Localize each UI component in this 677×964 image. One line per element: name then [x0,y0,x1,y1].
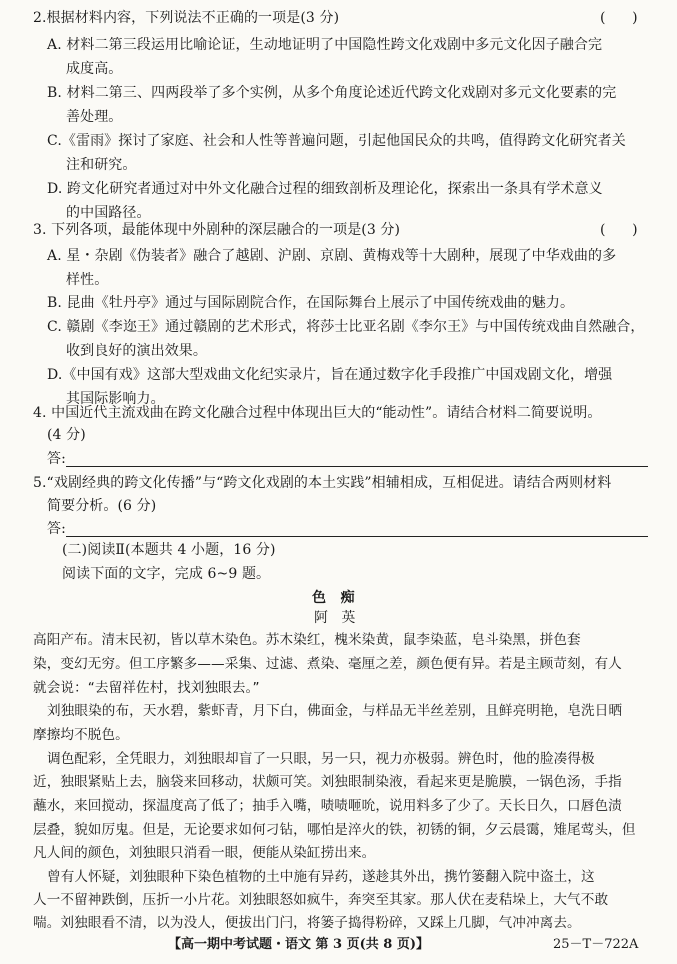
q2-option-a-cont: 成度高。 [66,61,123,77]
q2-answer-paren: ( ) [600,10,638,26]
story-line: 摩擦均不脱色。 [33,727,129,743]
story-line: 人一不留神跌倒，压折一小片花。刘独眼怒如疯牛，奔突至其家。那人伏在麦秸垛上，大气不敢 [33,892,609,908]
q5-stem: 5.“戏剧经典的跨文化传播”与“跨文化戏剧的本土实践”相辅相成，互相促进。请结合两则材料 [33,475,612,491]
story-line: 刘独眼染的布，天水碧，紫虾青，月下白，佛面金，与样品无半丝差别，且鲜亮明艳，皂洗日晒 [47,703,623,719]
q3-option-a: A. 星・杂剧《伪装者》融合了越剧、沪剧、京剧、黄梅戏等十大剧种，展现了中华戏曲的多 [47,248,617,264]
q2-option-a: A. 材料二第三段运用比喻论证，生动地证明了中国隐性跨文化戏剧中多元文化因子融合完 [47,37,603,53]
q2-option-d: D. 跨文化研究者通过对中外文化融合过程的细致剖析及理论化，探索出一条具有学术意义 [47,181,603,197]
q5-stem-cont: 简要分析。(6 分) [47,498,157,514]
story-line: 调色配彩，全凭眼力，刘独眼却盲了一只眼，另一只，视力亦极弱。辨色时，他的脸凑得极 [47,751,595,767]
q3-option-a-cont: 样性。 [66,272,109,288]
story-line: 高阳产布。清末民初，皆以草木染色。苏木染红，槐米染黄，鼠李染蓝，皂斗染黑，拼色套 [33,632,581,648]
q3-option-d-cont: 其国际影响力。 [66,391,165,407]
q4-answer-line[interactable] [66,466,648,467]
story-line: 凡人间的颜色，刘独眼只消看一眼，便能从染缸捞出来。 [33,845,376,861]
q3-answer-paren: ( ) [600,222,638,238]
story-title: 色 痴 [312,590,355,606]
q2-option-c-cont: 注和研究。 [66,157,137,173]
page-footer: 【高一期中考试题・语文 第 3 页(共 8 页)】 [168,937,430,952]
q2-stem: 2.根据材料内容，下列说法不正确的一项是(3 分) [33,10,340,26]
q4-answer-label: 答: [47,451,66,467]
story-author: 阿 英 [314,610,356,626]
story-line: 层叠，貌如厉鬼。但是，无论要求如何刁钻，哪怕是淬火的铁，初锈的铜，夕云晨霭，雉尾莺头，但 [33,822,636,838]
q2-option-c: C.《雷雨》探讨了家庭、社会和人性等普遍问题，引起他国民众的共鸣，值得跨文化研究者关 [47,133,626,149]
q4-stem: 4. 中国近代主流戏曲在跨文化融合过程中体现出巨大的“能动性”。请结合材料二简要说明。 [33,405,602,421]
story-line: 曾有人怀疑，刘独眼种下染色植物的土中施有异药，遂趁其外出，携竹篓翻入院中盗土，这 [47,869,595,885]
q4-points: (4 分) [47,427,86,443]
story-line: 近，独眼紧贴上去，脑袋来回移动，状颇可笑。刘独眼制染液，看起来更是脆膜，一锅色汤，手指 [33,774,622,790]
q2-option-d-cont: 的中国路径。 [66,205,151,221]
exam-code: 25－T－722A [553,937,639,952]
q5-answer-label: 答: [47,521,66,537]
q5-answer-line[interactable] [66,536,648,537]
story-line: 就会说：“去留祥佐村，找刘独眼去。” [33,680,260,696]
q2-option-b-cont: 善处理。 [66,109,123,125]
q3-option-c-cont: 收到良好的演出效果。 [66,343,207,359]
q3-option-c: C. 赣剧《李迩王》通过赣剧的艺术形式，将莎士比亚名剧《李尔王》与中国传统戏曲自然融合， [47,319,645,335]
story-line: 喘。刘独眼看不清，以为没人，便拔出门闩，将篓子捣得粉碎，又踩上几脚，气冲冲离去。 [33,915,581,931]
q3-option-d: D.《中国有戏》这部大型戏曲文化纪实录片，旨在通过数字化手段推广中国戏剧文化，增强 [47,367,613,383]
q2-option-b: B. 材料二第三、四两段举了多个实例，从多个角度论述近代跨文化戏剧对多元文化要素的完 [47,85,617,101]
section-instruction: 阅读下面的文字，完成 6~9 题。 [62,566,271,582]
q3-option-b: B. 昆曲《牡丹亭》通过与国际剧院合作，在国际舞台上展示了中国传统戏曲的魅力。 [47,295,575,311]
q3-stem: 3. 下列各项，最能体现中外剧种的深层融合的一项是(3 分) [33,222,401,238]
story-line: 染，变幻无穷。但工序繁多——采集、过滤、煮染、毫厘之差，颜色便有异。若是主顾苛刻，有人 [33,656,622,672]
story-line: 蘸水，来回搅动，探温度高了低了；抽手入嘴，啧啧咂吮，说用料多了少了。天长日久，口唇色渍 [33,798,622,814]
section-heading: (二)阅读Ⅱ(本题共 4 小题，16 分) [62,542,276,558]
